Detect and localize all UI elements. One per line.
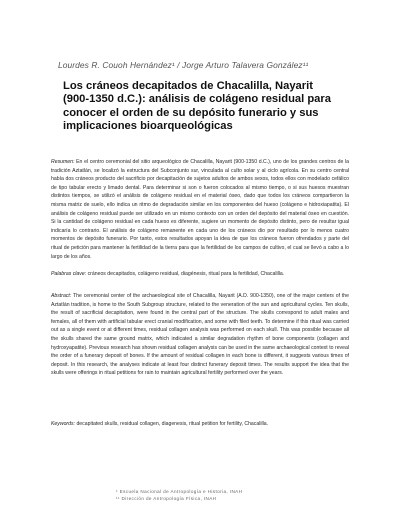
abstract-paragraph bbox=[51, 292, 349, 378]
keywords-text: decapitated skulls, residual collagen, diagenesis, ritual petition for fertility, Chacalilla. bbox=[76, 421, 269, 427]
keywords-label: Keywords: bbox=[51, 421, 75, 427]
resumen-text: En el centro ceremonial del sitio arqueológico de Chacalilla, Nayarit (900-1350 d.C.), uno de los grandes centros de la tradición Aztatlán, se localizó la estructura del Subconjunto sur, vinculada al culto solar y al ciclo agrícola. En su centro central había dos cráneos producto del sacrificio por decapitación de sujetos adultos de ambos sexos, todos ellos con modelado cefálico de tipo tabular erecto y limado dental. Para determinar si son o fueron colocados al mismo tiempo, o si sus huesos muestran distintos tiempos, se utilizó el análisis de colágeno residual en el material óseo, dado que todos los cráneos compartieron la misma matriz de suelo, ello indica un ritmo de degradación similar en los componentes del hueso (colágeno e hidroxiapatita). El análisis de colágeno residual puede ser utilizado en un mismo contexto con un orden del depósito del material óseo en cuestión. Si la cantidad de colágeno residual en cada hueso es diferente, sugiere un momento de depósito distinto, pero de resultar igual indicaría lo contrario. El análisis de colágeno remanente en cada uno de los cráneos dio por resultado por lo menos cuatro momentos de depósito funerario. Por tanto, estos resultados apoyan la idea de que los cráneos fueron ofrendados y parte del ritual de petición para mantener la fertilidad de la tierra para que la fertilidad de los campos de cultivo, el cual se llevó a cabo a lo largo de los años. bbox=[51, 159, 349, 260]
abstract-text: The ceremonial center of the archaeological site of Chacalilla, Nayarit (A.D. 900-1350), one of the major centers of the Aztatlán tradition, is home to the South Subgroup structure, related to the veneration of the sun and agricultural cycles. Ten skulls, the result of sacrificial decapitation, were found in the central part of the structure. The skulls correspond to adult males and females, all of them with artificial tabular erect cranial modification, and some with filed teeth. To determine if this ritual was carried out as a single event or at different times, residual collagen analysis was performed on each skull. This was possible because all the skulls shared the same ground matrix, which indicated a similar degradation rhythm of bone components (collagen and hydroxyapatite). Previous research has shown residual collagen analysis can be used in the same archaeological context to reveal the order of a funerary deposit of bones. If the amount of residual collagen in each bone is different, it suggests various times of deposit. In this research, the analyses indicate at least four distinct funerary deposit times. The results support the idea that the skulls were offerings in ritual petitions for rain to maintain agricultural fertility performed over the years. bbox=[51, 293, 349, 377]
title-line: conocer el orden de su depósito funerario y sus bbox=[63, 106, 319, 119]
title-line: Los cráneos decapitados de Chacalilla, Nayarit bbox=[63, 80, 313, 92]
resumen-label: Resumen: bbox=[51, 159, 75, 165]
footnote: ¹ Escuela Nacional de Antropología e Historia, INAH bbox=[116, 489, 243, 494]
title-line: implicaciones bioarqueológicas bbox=[63, 120, 233, 133]
title-line: (900-1350 d.C.): análisis de colágeno residual para bbox=[63, 93, 331, 106]
resumen-paragraph bbox=[51, 158, 349, 261]
article-title bbox=[63, 80, 345, 134]
palabras-clave-paragraph bbox=[51, 270, 349, 279]
footnotes bbox=[116, 488, 316, 503]
abstract-label: Abstract: bbox=[51, 293, 72, 299]
keywords-paragraph bbox=[51, 420, 349, 429]
palabras-clave-text: cráneos decapitados, colágeno residual, diagénesis, ritual para la fertilidad, Chacalilla. bbox=[87, 271, 285, 277]
footnote: ¹¹ Dirección de Antropología Física, INAH bbox=[116, 496, 217, 502]
author-line: Lourdes R. Couoh Hernández¹ / Jorge Arturo Talavera González¹¹ bbox=[58, 60, 309, 70]
palabras-clave-label: Palabras clave: bbox=[51, 271, 87, 277]
